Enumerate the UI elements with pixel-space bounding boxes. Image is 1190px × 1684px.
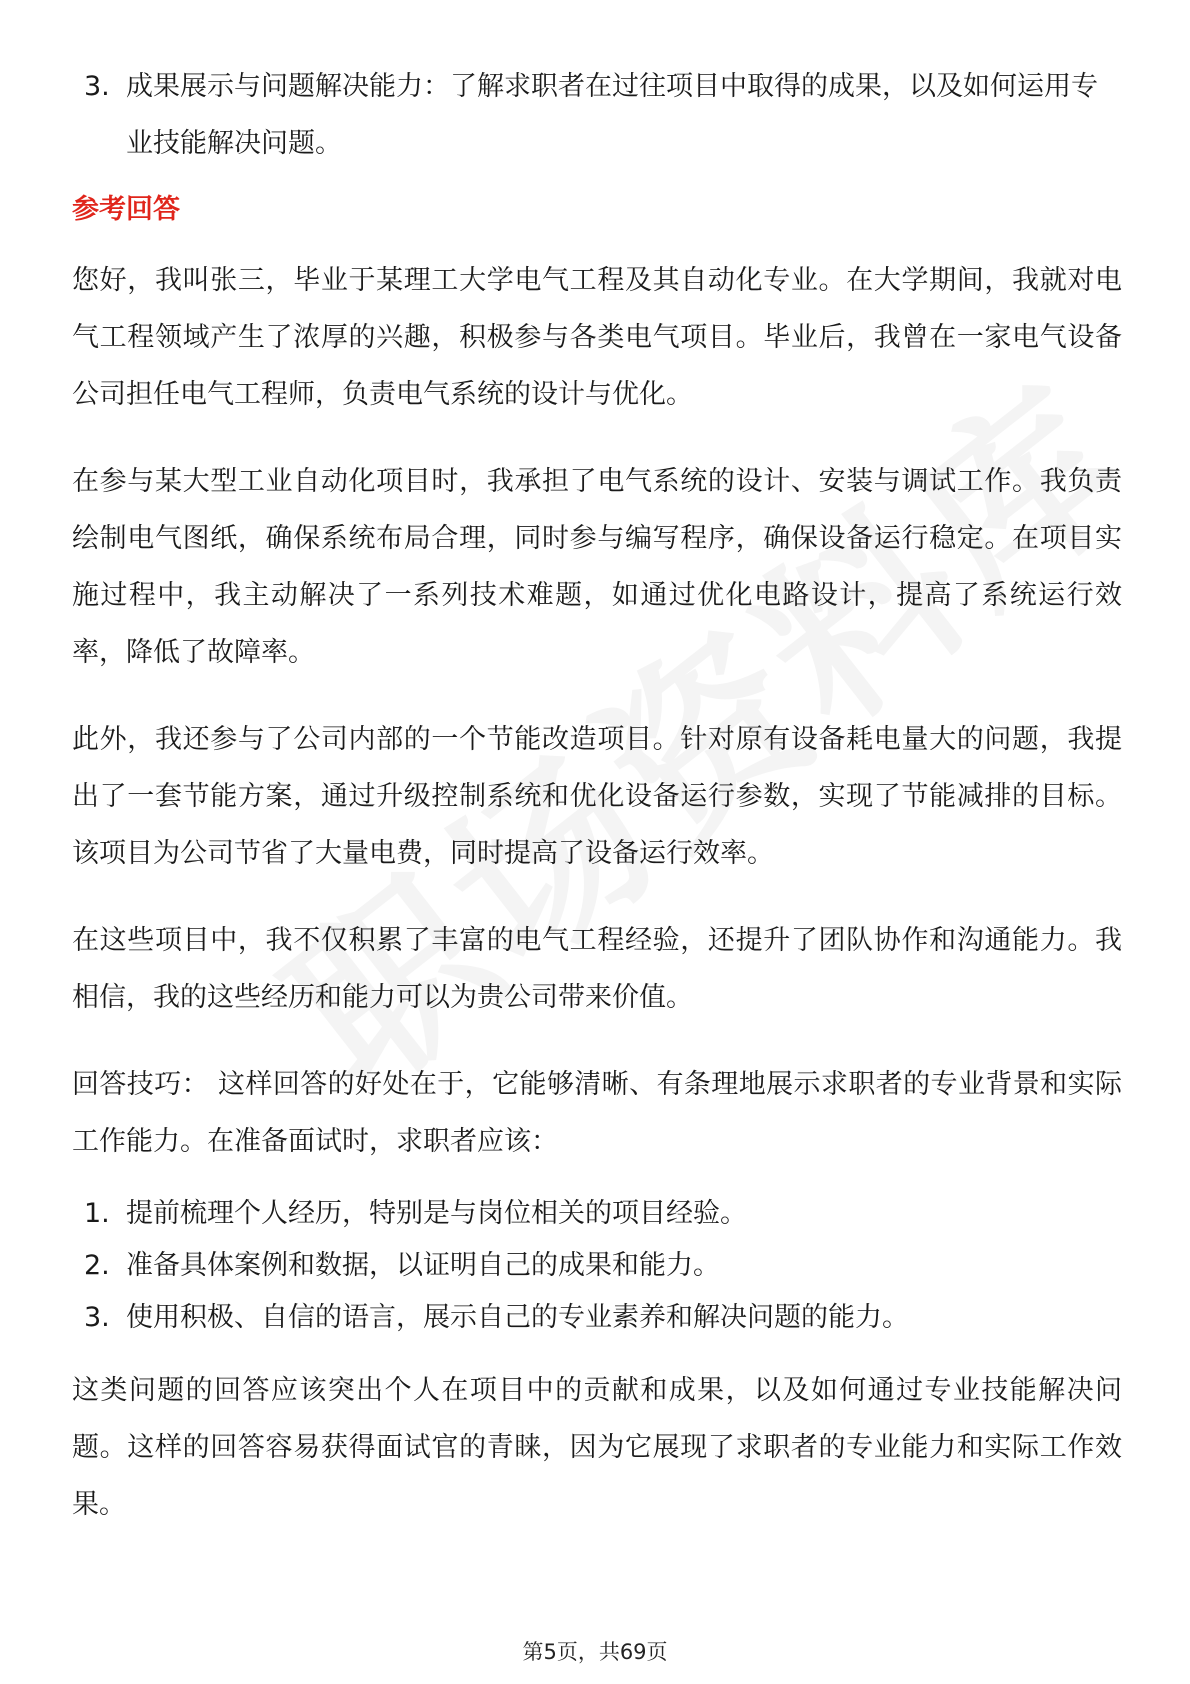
answer-paragraph: 在这些项目中，我不仅积累了丰富的电气工程经验，还提升了团队协作和沟通能力。我相信，我的这些经历和能力可以为贵公司带来价值。	[72, 925, 1122, 1013]
list-item-number: 3.	[84, 71, 110, 102]
page-footer: 第5页，共69页	[522, 1640, 668, 1664]
list-item-text: 提前梳理个人经历，特别是与岗位相关的项目经验。	[126, 1198, 747, 1229]
answer-paragraph: 此外，我还参与了公司内部的一个节能改造项目。针对原有设备耗电量大的问题，我提出了一套节能方案，通过升级控制系统和优化设备运行参数，实现了节能减排的目标。该项目为公司节省了大量电费，同时提高了设备运行效率。	[72, 724, 1122, 869]
list-item	[72, 58, 1122, 172]
list-item	[72, 1292, 1122, 1344]
section-title: 参考回答	[72, 194, 180, 225]
answer-paragraph: 在参与某大型工业自动化项目时，我承担了电气系统的设计、安装与调试工作。我负责绘制电气图纸，确保系统布局合理，同时参与编写程序，确保设备运行稳定。在项目实施过程中，我主动解决了一系列技术难题，如通过优化电路设计，提高了系统运行效率，降低了故障率。	[72, 466, 1122, 668]
closing-paragraph: 这类问题的回答应该突出个人在项目中的贡献和成果，以及如何通过专业技能解决问题。这样的回答容易获得面试官的青睐，因为它展现了求职者的专业能力和实际工作效果。	[72, 1375, 1122, 1520]
list-item-text: 使用积极、自信的语言，展示自己的专业素养和解决问题的能力。	[126, 1302, 909, 1333]
list-item-number: 2.	[84, 1250, 110, 1281]
tips-intro-paragraph: 回答技巧： 这样回答的好处在于，它能够清晰、有条理地展示求职者的专业背景和实际工作能力。在准备面试时，求职者应该：	[72, 1069, 1122, 1157]
tips-list	[72, 1188, 1122, 1344]
list-item	[72, 1240, 1122, 1292]
list-item-number: 3.	[84, 1302, 110, 1333]
list-item-number: 1.	[84, 1198, 110, 1229]
page-content	[72, 58, 1122, 1563]
answer-paragraph: 您好，我叫张三，毕业于某理工大学电气工程及其自动化专业。在大学期间，我就对电气工程领域产生了浓厚的兴趣，积极参与各类电气项目。毕业后，我曾在一家电气设备公司担任电气工程师，负责电气系统的设计与优化。	[72, 265, 1122, 410]
list-item	[72, 1188, 1122, 1240]
list-item-text: 成果展示与问题解决能力：了解求职者在过往项目中取得的成果，以及如何运用专业技能解决问题。	[126, 71, 1098, 159]
list-item-text: 准备具体案例和数据，以证明自己的成果和能力。	[126, 1250, 720, 1281]
criteria-list	[72, 58, 1122, 172]
